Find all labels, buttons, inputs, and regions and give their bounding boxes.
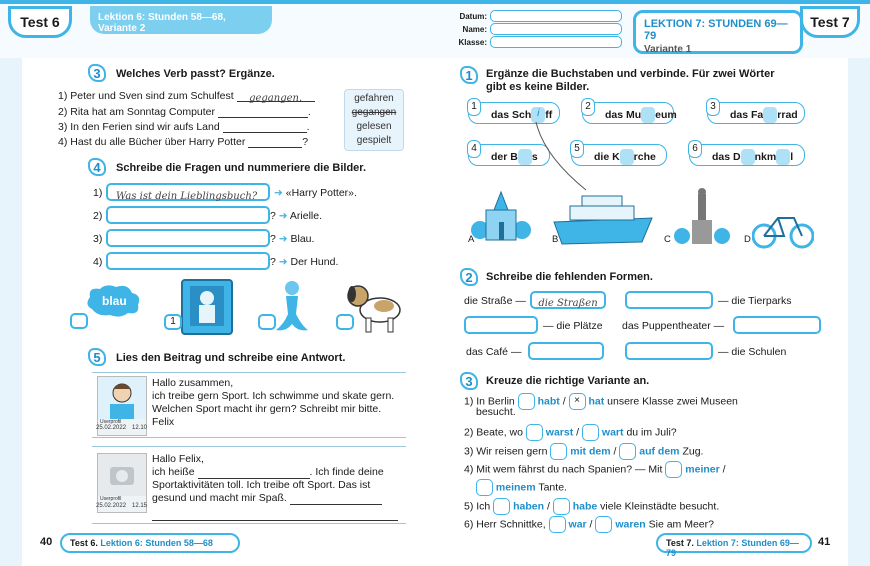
class-label: Klasse: <box>458 38 487 47</box>
r-task3-line-1b: besucht. <box>476 406 516 418</box>
checkbox-habt[interactable] <box>518 393 535 410</box>
task3-item-2-blank[interactable] <box>218 108 308 118</box>
checkbox-haben[interactable] <box>493 498 510 515</box>
right-margin-band <box>848 58 870 566</box>
word-3-number: 3 <box>706 98 720 116</box>
option-meiner: meiner <box>685 463 720 476</box>
task4-row-4-num: 4) <box>93 256 103 268</box>
r-task3-line-1-pre: 1) In Berlin <box>464 395 515 408</box>
task3-item-4-post: ? <box>302 136 309 148</box>
word-6-gap-1[interactable] <box>741 149 755 165</box>
post-2-time: 12.15 <box>132 503 148 509</box>
r-task3-line-4-pre: 4) Mit wem fährst du nach Spanien? — Mit <box>464 463 663 476</box>
r-task3-line-5: 5) Ich haben / habe viele Kleinstädte besucht. <box>464 498 719 515</box>
task4-question-1-text: Was ist dein Lieblingsbuch? <box>116 191 258 202</box>
word-4-part: der B <box>491 150 518 163</box>
task4-title: Schreibe die Fragen und nummeriere die Bilder. <box>116 162 367 174</box>
monument-image <box>674 186 730 248</box>
word-3-gap[interactable] <box>763 107 777 123</box>
reply-blank[interactable] <box>290 495 382 505</box>
word-2-part: das Mu <box>605 108 642 121</box>
word-6-gap-2[interactable] <box>776 149 790 165</box>
church-image <box>470 186 532 244</box>
boy-avatar-icon <box>98 377 146 419</box>
task4-answer-4-text: Der Hund. <box>290 256 339 268</box>
word-4-part: s <box>531 150 538 163</box>
word-4-number: 4 <box>467 140 481 158</box>
arrow-icon: ➜ <box>278 256 288 268</box>
task4-answer-3: ? ➜ Blau. <box>270 233 315 245</box>
word-6-part: das D <box>712 150 741 163</box>
word-5-gap[interactable] <box>620 149 634 165</box>
post-2-line: ich heiße <box>152 466 195 478</box>
task4-question-3[interactable] <box>106 229 270 247</box>
task4-answer-1 <box>274 187 357 199</box>
option-waren: waren <box>615 518 646 531</box>
arrow-icon: ➜ <box>274 187 283 199</box>
r-task3-line-4 <box>464 461 726 478</box>
name-blank[interactable] <box>198 469 310 479</box>
arrow-icon: ➜ <box>278 210 288 222</box>
post-1-line: Hallo zusammen, <box>152 377 234 389</box>
r-task2-answer-5[interactable] <box>528 342 604 360</box>
checkbox-auf-dem[interactable] <box>619 443 636 460</box>
task4-answer-2: ? ➜ Arielle. <box>270 210 323 222</box>
class-field[interactable] <box>490 36 622 48</box>
word-1-number: 1 <box>467 98 481 116</box>
check-mark-icon: × <box>574 395 580 406</box>
word-2-part: eum <box>655 108 677 121</box>
post-2-line: . Ich finde deine <box>309 466 384 478</box>
task4-row-1-num: 1) <box>93 187 103 199</box>
task3-item-2-text: 2) Rita hat am Sonntag Computer <box>58 106 215 118</box>
right-footer <box>656 533 812 558</box>
task4-number: 4 <box>88 158 106 176</box>
word-3-part: rrad <box>777 108 798 121</box>
checkbox-habe[interactable] <box>553 498 570 515</box>
r-task3-line-6-pre: 6) Herr Schnittke, <box>464 518 546 531</box>
r-task1-title-line: gibt es keine Bilder. <box>486 81 590 93</box>
task3-item-4-blank[interactable] <box>248 138 302 148</box>
r-task2-answer-6[interactable] <box>625 342 713 360</box>
task3-title: Welches Verb passt? Ergänze. <box>116 68 275 80</box>
word-6[interactable] <box>689 144 805 166</box>
post-1-date: 25.02.2022 <box>96 425 127 431</box>
r-task3-title: Kreuze die richtige Variante an. <box>486 375 650 387</box>
word-6-part: l <box>790 150 794 163</box>
name-field[interactable] <box>490 23 622 35</box>
post-1-time: 12.10 <box>132 425 148 431</box>
r-task2-row1-label: die Straße — <box>464 295 526 307</box>
option-mit-dem: mit dem <box>570 445 611 458</box>
r-task3-number: 3 <box>460 372 478 390</box>
option-habe: habe <box>572 500 598 513</box>
r-task3-line-4b-post: Tante. <box>538 481 567 494</box>
task4-answer-3-text: Blau. <box>290 233 315 245</box>
post-1-user: Userprofil <box>100 419 122 425</box>
r-task2-row1-right: — die Tierparks <box>718 295 792 307</box>
right-lesson-header <box>633 10 803 54</box>
word-bank-3: gelesen <box>356 121 392 132</box>
post-2-line: Hallo Felix, <box>152 453 204 465</box>
date-field[interactable] <box>490 10 622 22</box>
task3-item-2-post: . <box>307 106 311 118</box>
checkbox-mit-dem[interactable] <box>550 443 567 460</box>
r-task2-row3-left: das Café — <box>466 346 522 358</box>
r-task3-line-2-post: du im Juli? <box>626 426 677 439</box>
r-task2-row2-left: — die Plätze <box>543 320 603 332</box>
word-3[interactable] <box>707 102 805 124</box>
checkbox-hat[interactable] <box>569 393 586 410</box>
task3-number: 3 <box>88 64 106 82</box>
r-task2-answer-2[interactable] <box>625 291 713 309</box>
task4-row-2-num: 2) <box>93 210 103 222</box>
r-task2-title: Schreibe die fehlenden Formen. <box>486 271 653 283</box>
task3-item-4-text: 4) Hast du alle Bücher über Harry Potter <box>58 136 246 148</box>
task4-row-3-num: 3) <box>93 233 103 245</box>
r-task2-number: 2 <box>460 268 478 286</box>
option-wart: wart <box>601 426 624 439</box>
task5-number: 5 <box>88 348 106 366</box>
r-task3-line-5-post: viele Kleinstädte besucht. <box>600 500 720 513</box>
task3-item-1-text: 1) Peter und Sven sind zum Schulfest <box>58 90 234 102</box>
r-task3-line-4-post: / <box>722 463 726 476</box>
option-habt: habt <box>537 395 560 408</box>
forum-post-1 <box>92 372 406 438</box>
test7-tab-label: Test 7 <box>810 14 850 30</box>
task3-item-3-text: 3) In den Ferien sind wir aufs Land <box>58 121 220 133</box>
word-bank-2: gegangen <box>351 107 397 118</box>
post-2-date: 25.02.2022 <box>96 503 127 509</box>
task3-item-3-blank[interactable] <box>223 123 307 133</box>
word-2-gap[interactable] <box>641 107 655 123</box>
r-task3-line-3-pre: 3) Wir reisen gern <box>464 445 548 458</box>
left-margin-band <box>0 58 22 566</box>
task3-item-1-answer[interactable] <box>237 92 315 102</box>
word-1-gap[interactable]: i <box>531 107 545 123</box>
name-label: Name: <box>462 25 487 34</box>
word-1-part: ff <box>545 108 553 121</box>
book-image <box>176 278 240 336</box>
r-task2-answer-3[interactable] <box>464 316 538 334</box>
right-footer-label: Test 7. <box>666 538 694 548</box>
post-2-line: Sportaktivitäten toll. Ich treibe oft Sport. Das ist <box>152 479 371 491</box>
task3-item-2 <box>58 106 311 118</box>
option-hat: hat <box>588 395 605 408</box>
post-1-line: ich treibe gern Sport. Ich schwimme und skate gern. <box>152 390 395 402</box>
picture-label-c: C <box>664 234 671 245</box>
right-page-number: 41 <box>818 536 831 548</box>
r-task1-number: 1 <box>460 66 478 84</box>
mermaid-image <box>272 278 312 338</box>
picture-label-a: A <box>468 234 475 245</box>
task3-word-bank <box>344 89 404 151</box>
post-2-body <box>152 453 402 521</box>
r-task3-line-6-post: Sie am Meer? <box>648 518 714 531</box>
task4-question-1[interactable] <box>106 183 270 201</box>
picture-number-box-4[interactable] <box>336 314 354 330</box>
camera-placeholder-icon <box>98 454 146 496</box>
word-bank-1: gefahren <box>354 93 394 104</box>
task4-answer-4: ? ➜ Der Hund. <box>270 256 339 268</box>
r-task2-row3-right: — die Schulen <box>718 346 787 358</box>
word-5-part: die K <box>594 150 620 163</box>
task4-question-2[interactable] <box>106 206 270 224</box>
task3-item-3-post: . <box>306 121 310 133</box>
picture-number-box-2[interactable] <box>164 314 182 330</box>
task3-item-1 <box>58 90 315 102</box>
option-war: war <box>568 518 587 531</box>
r-task3-line-4b <box>476 479 567 496</box>
right-lesson-title: LEKTION 7: STUNDEN 69—79 <box>644 18 788 42</box>
r-task2-answer-1[interactable] <box>530 291 606 309</box>
word-6-number: 6 <box>688 140 702 158</box>
post-1-line: Welchen Sport macht ihr gern? Schreibt mir bitte. <box>152 403 382 415</box>
post-2-line: gesund und macht mir Spaß. <box>152 492 287 504</box>
r-task3-line-1-post: unsere Klasse zwei Museen <box>607 395 738 408</box>
option-meinem: meinem <box>495 481 536 494</box>
left-footer-label: Test 6. <box>70 538 98 548</box>
checkbox-meinem[interactable] <box>476 479 493 496</box>
header-rule <box>0 0 870 4</box>
checkbox-waren[interactable] <box>595 516 612 533</box>
r-task1-title-line: Ergänze die Buchstaben und verbinde. Für zwei Wörter <box>486 68 775 80</box>
bicycle-image <box>752 210 814 250</box>
checkbox-war[interactable] <box>549 516 566 533</box>
date-label: Datum: <box>459 12 487 21</box>
post-1-line: Felix <box>152 416 175 428</box>
r-task3-line-2: 2) Beate, wo warst / wart du im Juli? <box>464 424 677 441</box>
r-task2-answer-1-text: die Straßen <box>538 298 598 309</box>
task5-title: Lies den Beitrag und schreibe eine Antwort. <box>116 352 346 364</box>
task4-answer-1-text: «Harry Potter». <box>285 187 357 199</box>
option-warst: warst <box>545 426 574 439</box>
cloud-word: blau <box>102 294 127 308</box>
left-lesson-header <box>90 6 272 34</box>
picture-number-box-3[interactable] <box>258 314 276 330</box>
checkbox-warst[interactable] <box>526 424 543 441</box>
option-auf-dem: auf dem <box>639 445 680 458</box>
task3-item-3 <box>58 121 310 133</box>
ship-image <box>552 192 656 248</box>
post-1-body <box>152 377 394 429</box>
left-page-number: 40 <box>40 536 53 548</box>
test6-tab-label: Test 6 <box>20 14 60 30</box>
r-task3-line-3-post: Zug. <box>682 445 704 458</box>
picture-number-box-1[interactable] <box>70 313 88 329</box>
test6-tab <box>8 6 72 38</box>
task3-item-1-answer-text: gegangen. <box>249 93 303 104</box>
r-task3-line-2-pre: 2) Beate, wo <box>464 426 523 439</box>
right-footer-lesson: Lektion 7: Stunden 69—79 <box>666 538 799 558</box>
word-5-part: rche <box>633 150 656 163</box>
right-variant: Variante 1 <box>644 44 692 55</box>
word-bank-4: gespielt <box>356 135 392 146</box>
option-haben: haben <box>513 500 545 513</box>
r-task2-row2-right: das Puppentheater — <box>622 320 725 332</box>
r-task3-line-3: 3) Wir reisen gern mit dem / auf dem Zug. <box>464 443 703 460</box>
connector-line <box>530 120 610 200</box>
word-2-number: 2 <box>581 98 595 116</box>
forum-post-2 <box>92 446 406 524</box>
word-6-part: nkm <box>754 150 777 163</box>
post-2-user: Userprofil <box>100 496 122 502</box>
left-lesson-title: Lektion 6: Stunden 58—68, Variante 2 <box>98 12 226 34</box>
word-1-part: das Sch <box>491 108 532 121</box>
task3-item-4 <box>58 136 308 148</box>
reply-line[interactable] <box>152 511 398 521</box>
picture-number-2-text: 1 <box>170 316 176 327</box>
task4-question-4[interactable] <box>106 252 270 270</box>
word-5-number: 5 <box>570 140 584 158</box>
left-footer-lesson: Lektion 6: Stunden 58—68 <box>100 538 213 548</box>
r-task3-line-1: 1) In Berlin habt / × hat unsere Klasse zwei Museen <box>464 393 738 410</box>
student-fields-labels <box>455 10 487 49</box>
arrow-icon: ➜ <box>278 233 288 245</box>
r-task3-line-5-pre: 5) Ich <box>464 500 491 513</box>
task4-answer-2-text: Arielle. <box>289 210 323 222</box>
word-3-part: das Fa <box>730 108 764 121</box>
test7-tab <box>800 6 860 38</box>
checkbox-meiner[interactable] <box>665 461 682 478</box>
r-task2-answer-4[interactable] <box>733 316 821 334</box>
left-footer <box>60 533 240 553</box>
picture-label-b: B <box>552 234 559 245</box>
r-task3-line-6: 6) Herr Schnittke, war / waren Sie am Meer? <box>464 516 714 533</box>
r-task1-title <box>486 68 775 94</box>
checkbox-wart[interactable] <box>582 424 599 441</box>
picture-label-d: D <box>744 234 751 245</box>
